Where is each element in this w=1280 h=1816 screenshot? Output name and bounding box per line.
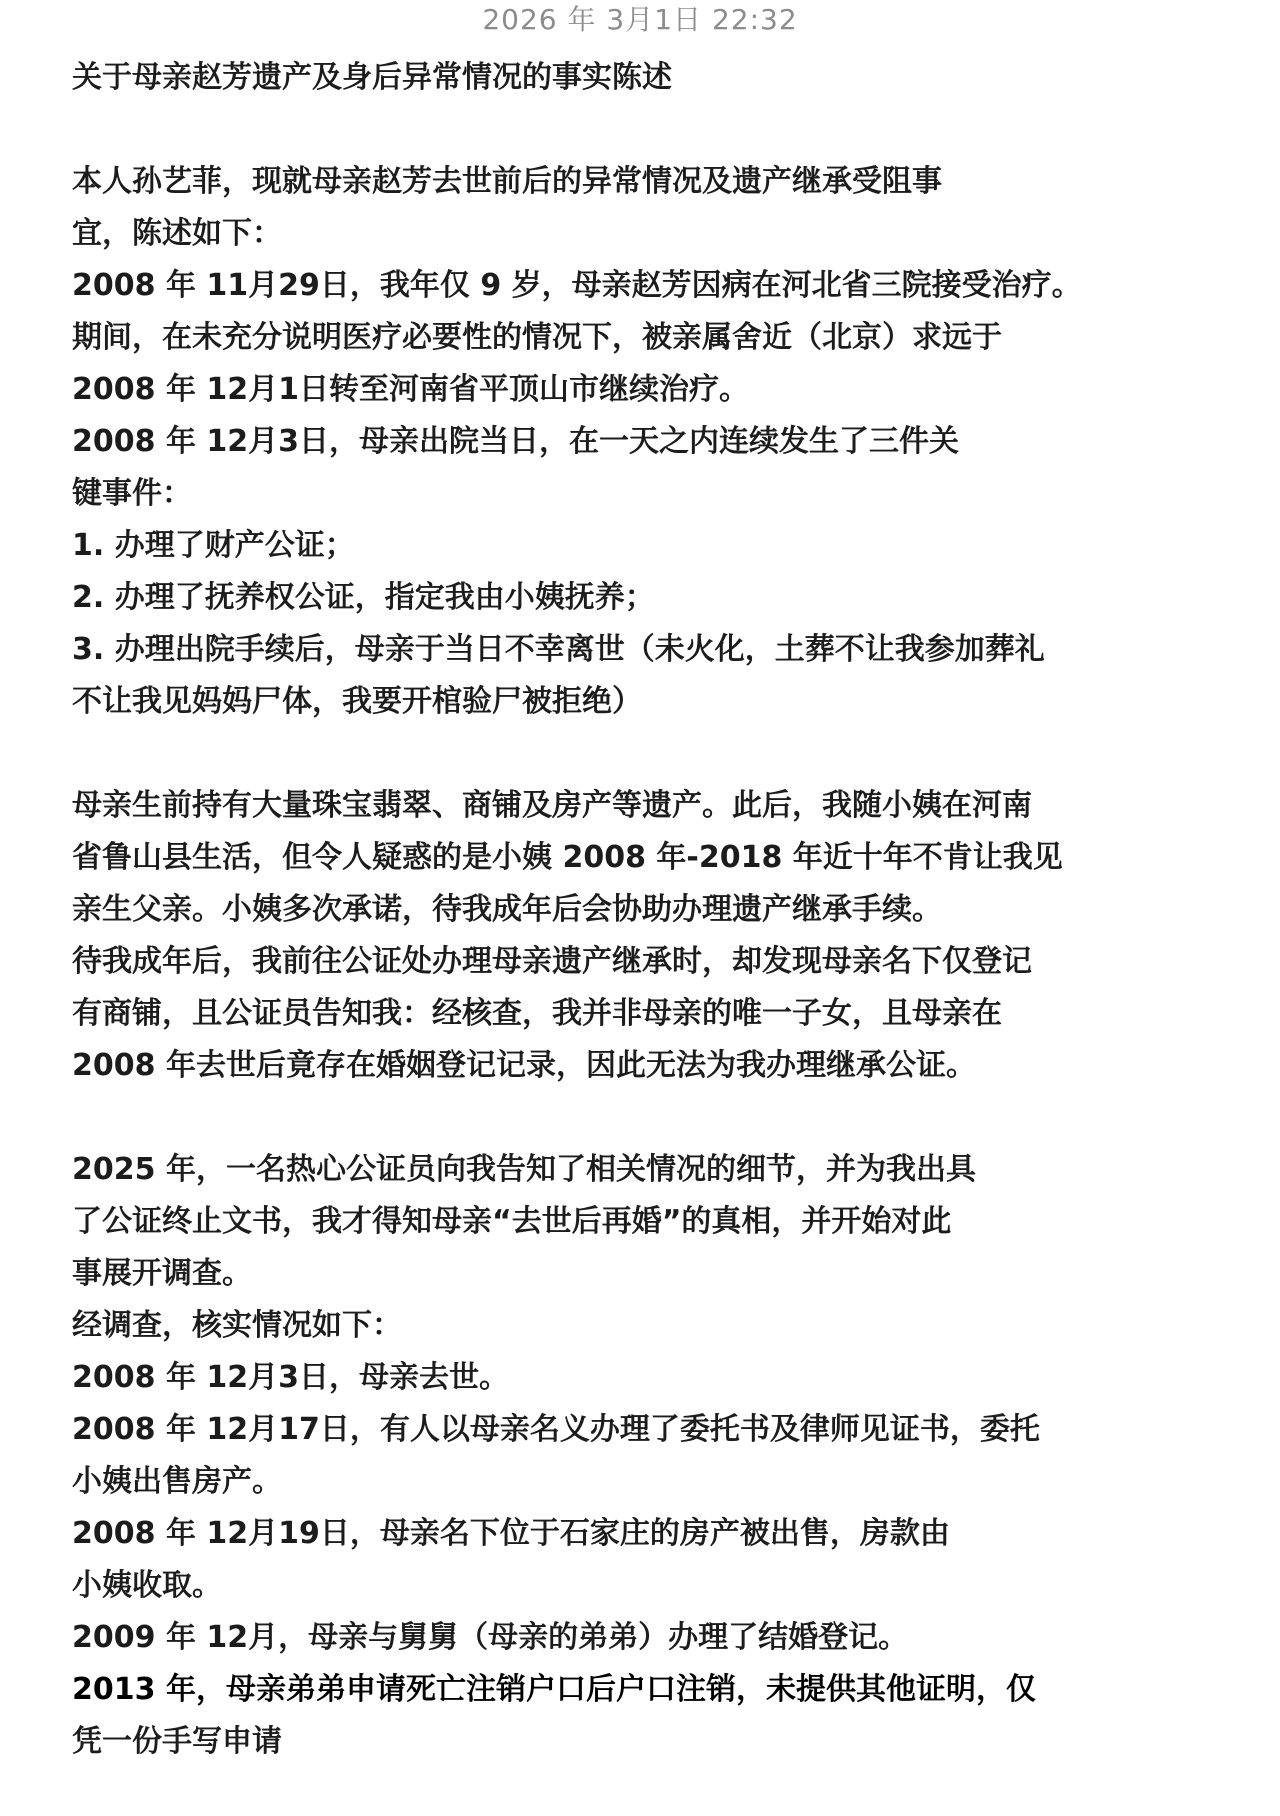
text-line: 宜，陈述如下： (72, 216, 282, 251)
timestamp: 2026 年 3月1日 22:32 (482, 3, 798, 36)
text-line: 待我成年后，我前往公证处办理母亲遗产继承时，却发现母亲名下仅登记 (72, 944, 1032, 979)
text-line: 小姨出售房产。 (72, 1464, 282, 1499)
text-line: 2008 年 12月3日，母亲出院当日，在一天之内连续发生了三件关 (72, 424, 960, 459)
text-line: 省鲁山县生活，但令人疑惑的是小姨 2008 年-2018 年近十年不肯让我见 (72, 840, 1063, 875)
text-line: 期间，在未充分说明医疗必要性的情况下，被亲属舍近（北京）求远于 (72, 320, 1002, 355)
text-line: 母亲生前持有大量珠宝翡翠、商铺及房产等遗产。此后，我随小姨在河南 (72, 788, 1032, 823)
text-line: 了公证终止文书，我才得知母亲“去世后再婚”的真相，并开始对此 (72, 1204, 952, 1239)
text-line: 2008 年 11月29日，我年仅 9 岁，母亲赵芳因病在河北省三院接受治疗。 (72, 268, 1082, 303)
text-line: 2009 年 12月，母亲与舅舅（母亲的弟弟）办理了结婚登记。 (72, 1620, 909, 1655)
text-line: 2013 年，母亲弟弟申请死亡注销户口后户口注销，未提供其他证明，仅 (72, 1672, 1036, 1707)
text-line: 键事件： (72, 476, 192, 511)
note-body (72, 52, 1222, 1768)
blank-line (72, 728, 1222, 780)
list-item: 3. 办理出院手续后，母亲于当日不幸离世（未火化，土葬不让我参加葬礼 (72, 632, 1045, 667)
text-line: 事展开调查。 (72, 1256, 252, 1291)
text-line: 亲生父亲。小姨多次承诺，待我成年后会协助办理遗产继承手续。 (72, 892, 942, 927)
document-title: 关于母亲赵芳遗产及身后异常情况的事实陈述 (72, 60, 672, 95)
text-line: 2008 年去世后竟存在婚姻登记记录，因此无法为我办理继承公证。 (72, 1048, 976, 1083)
text-line: 2008 年 12月19日，母亲名下位于石家庄的房产被出售，房款由 (72, 1516, 950, 1551)
text-line: 有商铺，且公证员告知我：经核查，我并非母亲的唯一子女，且母亲在 (72, 996, 1002, 1031)
text-line: 2008 年 12月3日，母亲去世。 (72, 1360, 510, 1395)
text-line: 凭一份手写申请 (72, 1724, 282, 1759)
text-line: 2008 年 12月1日转至河南省平顶山市继续治疗。 (72, 372, 750, 407)
text-line: 本人孙艺菲，现就母亲赵芳去世前后的异常情况及遗产继承受阻事 (72, 164, 942, 199)
list-item: 2. 办理了抚养权公证，指定我由小姨抚养； (72, 580, 655, 615)
list-item: 1. 办理了财产公证； (72, 528, 355, 563)
text-line: 2008 年 12月17日，有人以母亲名义办理了委托书及律师见证书，委托 (72, 1412, 1040, 1447)
blank-line (72, 104, 1222, 156)
text-line: 小姨收取。 (72, 1568, 222, 1603)
text-line: 2025 年，一名热心公证员向我告知了相关情况的细节，并为我出具 (72, 1152, 976, 1187)
text-line: 不让我见妈妈尸体，我要开棺验尸被拒绝） (72, 684, 642, 719)
text-line: 经调查，核实情况如下： (72, 1308, 402, 1343)
blank-line (72, 1092, 1222, 1144)
